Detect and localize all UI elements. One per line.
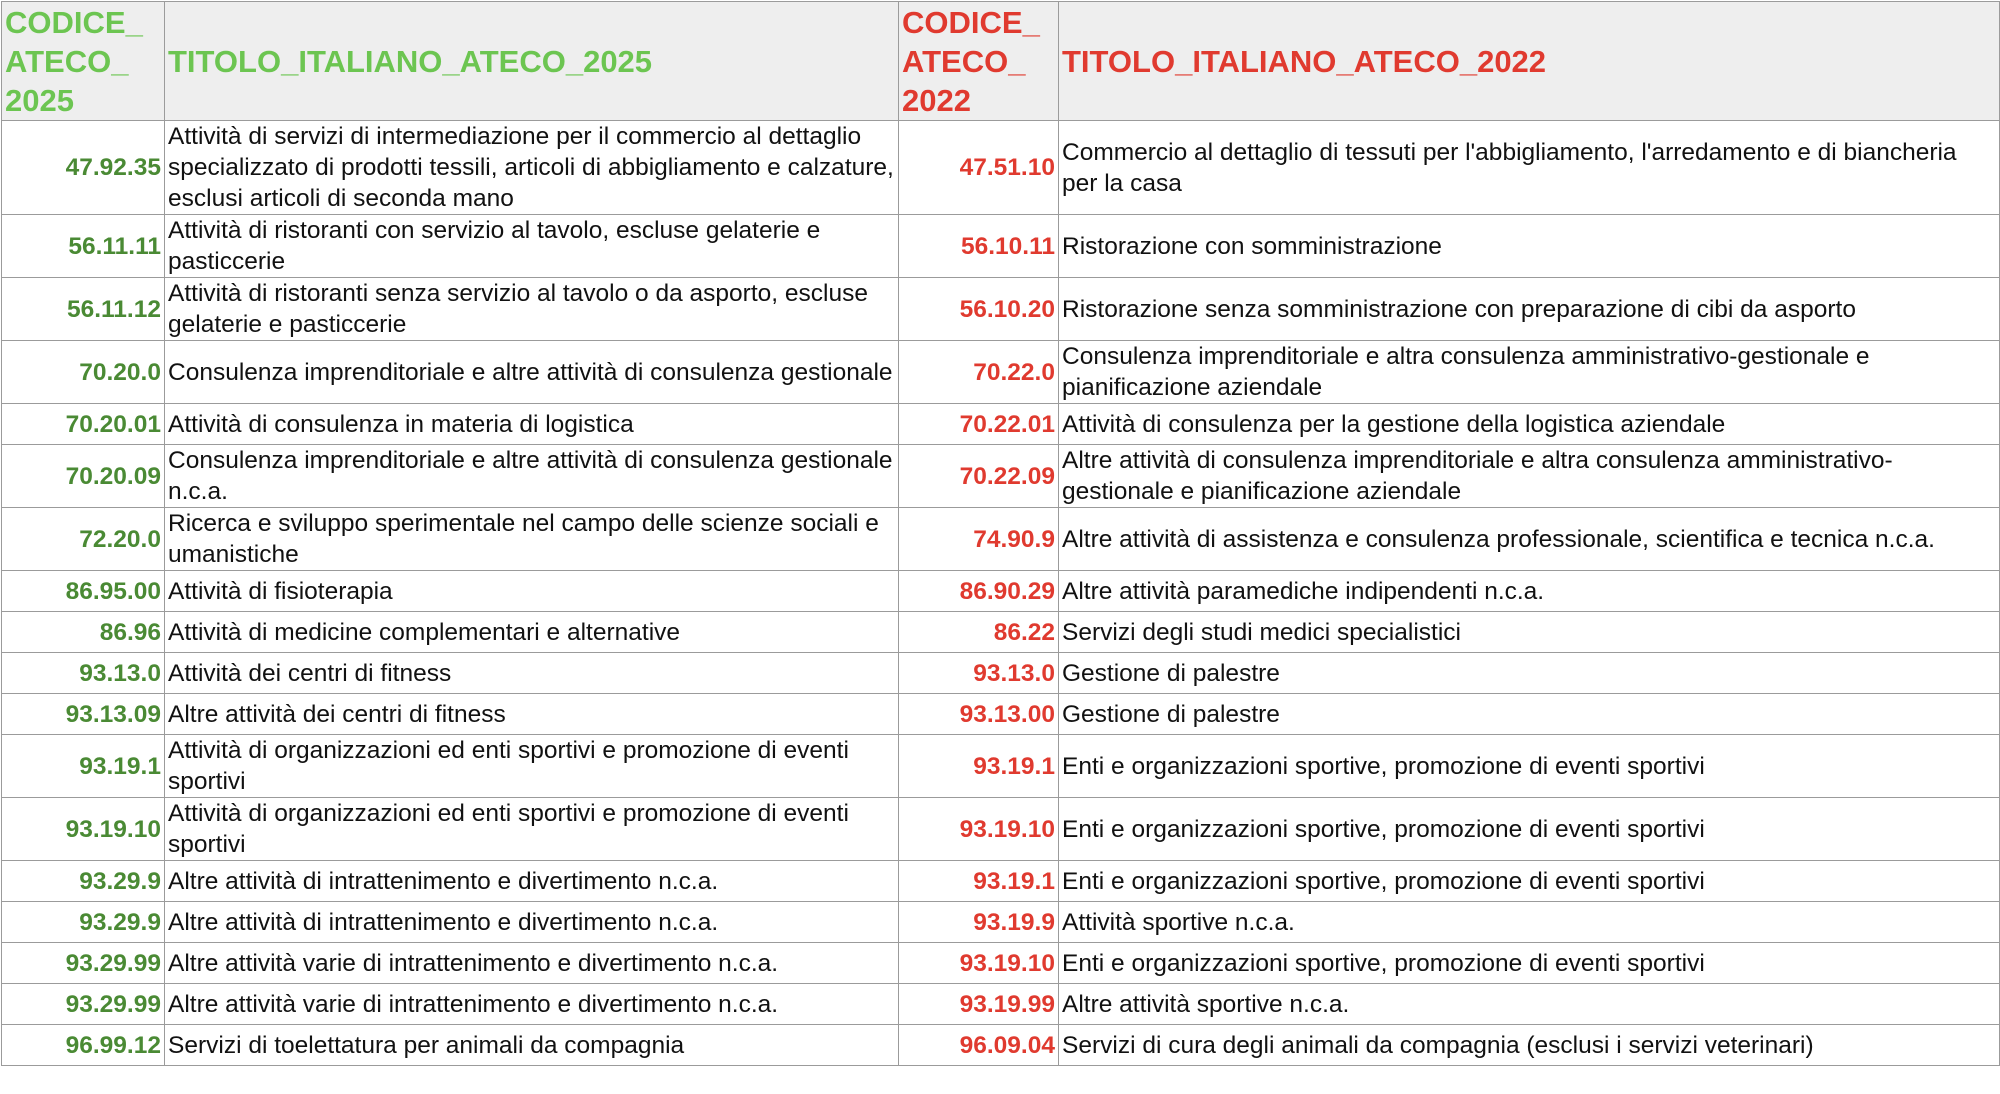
cell-code-2022[interactable]: 47.51.10 bbox=[899, 121, 1059, 215]
cell-title-2022[interactable]: Enti e organizzazioni sportive, promozione di eventi sportivi bbox=[1059, 798, 2000, 861]
cell-code-2022[interactable]: 56.10.20 bbox=[899, 278, 1059, 341]
table-body bbox=[2, 121, 2000, 1066]
cell-title-2025[interactable]: Altre attività varie di intrattenimento e divertimento n.c.a. bbox=[165, 984, 899, 1025]
cell-title-2022[interactable]: Altre attività paramediche indipendenti n.c.a. bbox=[1059, 571, 2000, 612]
table-row bbox=[2, 984, 2000, 1025]
table-row bbox=[2, 694, 2000, 735]
cell-title-2025[interactable]: Servizi di toelettatura per animali da compagnia bbox=[165, 1025, 899, 1066]
cell-title-2022[interactable]: Gestione di palestre bbox=[1059, 653, 2000, 694]
cell-title-2025[interactable]: Altre attività dei centri di fitness bbox=[165, 694, 899, 735]
cell-title-2025[interactable]: Altre attività varie di intrattenimento e divertimento n.c.a. bbox=[165, 943, 899, 984]
cell-code-2025[interactable]: 56.11.11 bbox=[2, 215, 165, 278]
table-row bbox=[2, 445, 2000, 508]
cell-code-2022[interactable]: 96.09.04 bbox=[899, 1025, 1059, 1066]
cell-code-2025[interactable]: 93.29.99 bbox=[2, 984, 165, 1025]
cell-title-2022[interactable]: Gestione di palestre bbox=[1059, 694, 2000, 735]
cell-title-2022[interactable]: Servizi degli studi medici specialistici bbox=[1059, 612, 2000, 653]
cell-code-2025[interactable]: 96.99.12 bbox=[2, 1025, 165, 1066]
cell-code-2022[interactable]: 70.22.01 bbox=[899, 404, 1059, 445]
table-row bbox=[2, 508, 2000, 571]
cell-title-2025[interactable]: Altre attività di intrattenimento e divertimento n.c.a. bbox=[165, 861, 899, 902]
cell-code-2022[interactable]: 93.19.10 bbox=[899, 943, 1059, 984]
cell-code-2025[interactable]: 72.20.0 bbox=[2, 508, 165, 571]
cell-title-2025[interactable]: Attività di servizi di intermediazione per il commercio al dettaglio specializzato di prodotti tessili, articoli di abbigliamento e calzature, esclusi articoli di seconda mano bbox=[165, 121, 899, 215]
table-row bbox=[2, 341, 2000, 404]
cell-code-2025[interactable]: 86.95.00 bbox=[2, 571, 165, 612]
cell-title-2025[interactable]: Attività di ristoranti senza servizio al tavolo o da asporto, escluse gelaterie e pasticcerie bbox=[165, 278, 899, 341]
table-row bbox=[2, 571, 2000, 612]
cell-code-2025[interactable]: 56.11.12 bbox=[2, 278, 165, 341]
header-row bbox=[2, 2, 2000, 121]
cell-code-2025[interactable]: 93.29.99 bbox=[2, 943, 165, 984]
cell-code-2025[interactable]: 93.19.10 bbox=[2, 798, 165, 861]
cell-title-2022[interactable]: Enti e organizzazioni sportive, promozione di eventi sportivi bbox=[1059, 943, 2000, 984]
table-row bbox=[2, 735, 2000, 798]
table-row bbox=[2, 943, 2000, 984]
cell-code-2025[interactable]: 70.20.0 bbox=[2, 341, 165, 404]
cell-code-2025[interactable]: 93.13.09 bbox=[2, 694, 165, 735]
table-row bbox=[2, 798, 2000, 861]
cell-code-2025[interactable]: 70.20.09 bbox=[2, 445, 165, 508]
cell-code-2022[interactable]: 93.13.00 bbox=[899, 694, 1059, 735]
cell-code-2022[interactable]: 86.22 bbox=[899, 612, 1059, 653]
cell-code-2025[interactable]: 93.29.9 bbox=[2, 861, 165, 902]
cell-code-2022[interactable]: 74.90.9 bbox=[899, 508, 1059, 571]
cell-code-2022[interactable]: 70.22.0 bbox=[899, 341, 1059, 404]
cell-title-2025[interactable]: Attività di consulenza in materia di logistica bbox=[165, 404, 899, 445]
cell-code-2025[interactable]: 70.20.01 bbox=[2, 404, 165, 445]
cell-code-2025[interactable]: 86.96 bbox=[2, 612, 165, 653]
cell-title-2022[interactable]: Ristorazione con somministrazione bbox=[1059, 215, 2000, 278]
cell-code-2022[interactable]: 70.22.09 bbox=[899, 445, 1059, 508]
cell-title-2025[interactable]: Consulenza imprenditoriale e altre attività di consulenza gestionale bbox=[165, 341, 899, 404]
cell-title-2022[interactable]: Altre attività di assistenza e consulenza professionale, scientifica e tecnica n.c.a. bbox=[1059, 508, 2000, 571]
cell-title-2025[interactable]: Consulenza imprenditoriale e altre attività di consulenza gestionale n.c.a. bbox=[165, 445, 899, 508]
cell-code-2022[interactable]: 93.13.0 bbox=[899, 653, 1059, 694]
table-row bbox=[2, 121, 2000, 215]
cell-title-2022[interactable]: Consulenza imprenditoriale e altra consulenza amministrativo-gestionale e pianificazione aziendale bbox=[1059, 341, 2000, 404]
cell-title-2025[interactable]: Attività di organizzazioni ed enti sportivi e promozione di eventi sportivi bbox=[165, 735, 899, 798]
cell-code-2025[interactable]: 93.19.1 bbox=[2, 735, 165, 798]
table-header bbox=[2, 2, 2000, 121]
cell-code-2022[interactable]: 93.19.1 bbox=[899, 735, 1059, 798]
header-code-2022[interactable]: CODICE_ ATECO_ 2022 bbox=[899, 2, 1059, 121]
cell-title-2022[interactable]: Enti e organizzazioni sportive, promozione di eventi sportivi bbox=[1059, 861, 2000, 902]
cell-title-2025[interactable]: Attività dei centri di fitness bbox=[165, 653, 899, 694]
cell-code-2025[interactable]: 93.29.9 bbox=[2, 902, 165, 943]
cell-title-2022[interactable]: Attività sportive n.c.a. bbox=[1059, 902, 2000, 943]
cell-title-2025[interactable]: Attività di fisioterapia bbox=[165, 571, 899, 612]
table-row bbox=[2, 612, 2000, 653]
cell-title-2025[interactable]: Attività di medicine complementari e alternative bbox=[165, 612, 899, 653]
ateco-comparison-table bbox=[1, 1, 2000, 1066]
cell-code-2022[interactable]: 56.10.11 bbox=[899, 215, 1059, 278]
cell-code-2022[interactable]: 93.19.9 bbox=[899, 902, 1059, 943]
header-code-2025[interactable]: CODICE_ ATECO_ 2025 bbox=[2, 2, 165, 121]
cell-title-2022[interactable]: Ristorazione senza somministrazione con preparazione di cibi da asporto bbox=[1059, 278, 2000, 341]
cell-title-2022[interactable]: Altre attività di consulenza imprenditoriale e altra consulenza amministrativo-gestionale e pianificazione aziendale bbox=[1059, 445, 2000, 508]
table-row bbox=[2, 653, 2000, 694]
table-row bbox=[2, 404, 2000, 445]
cell-title-2025[interactable]: Attività di organizzazioni ed enti sportivi e promozione di eventi sportivi bbox=[165, 798, 899, 861]
cell-title-2025[interactable]: Altre attività di intrattenimento e divertimento n.c.a. bbox=[165, 902, 899, 943]
cell-code-2022[interactable]: 93.19.10 bbox=[899, 798, 1059, 861]
cell-code-2022[interactable]: 86.90.29 bbox=[899, 571, 1059, 612]
cell-title-2022[interactable]: Altre attività sportive n.c.a. bbox=[1059, 984, 2000, 1025]
cell-title-2022[interactable]: Attività di consulenza per la gestione della logistica aziendale bbox=[1059, 404, 2000, 445]
cell-code-2022[interactable]: 93.19.99 bbox=[899, 984, 1059, 1025]
cell-title-2022[interactable]: Servizi di cura degli animali da compagnia (esclusi i servizi veterinari) bbox=[1059, 1025, 2000, 1066]
cell-code-2025[interactable]: 93.13.0 bbox=[2, 653, 165, 694]
cell-title-2022[interactable]: Enti e organizzazioni sportive, promozione di eventi sportivi bbox=[1059, 735, 2000, 798]
cell-code-2025[interactable]: 47.92.35 bbox=[2, 121, 165, 215]
table-row bbox=[2, 215, 2000, 278]
header-title-2025[interactable]: TITOLO_ITALIANO_ATECO_2025 bbox=[165, 2, 899, 121]
cell-title-2022[interactable]: Commercio al dettaglio di tessuti per l'abbigliamento, l'arredamento e di biancheria per la casa bbox=[1059, 121, 2000, 215]
cell-title-2025[interactable]: Attività di ristoranti con servizio al tavolo, escluse gelaterie e pasticcerie bbox=[165, 215, 899, 278]
table-row bbox=[2, 861, 2000, 902]
cell-code-2022[interactable]: 93.19.1 bbox=[899, 861, 1059, 902]
table-row bbox=[2, 278, 2000, 341]
table-row bbox=[2, 1025, 2000, 1066]
header-title-2022[interactable]: TITOLO_ITALIANO_ATECO_2022 bbox=[1059, 2, 2000, 121]
table-row bbox=[2, 902, 2000, 943]
cell-title-2025[interactable]: Ricerca e sviluppo sperimentale nel campo delle scienze sociali e umanistiche bbox=[165, 508, 899, 571]
